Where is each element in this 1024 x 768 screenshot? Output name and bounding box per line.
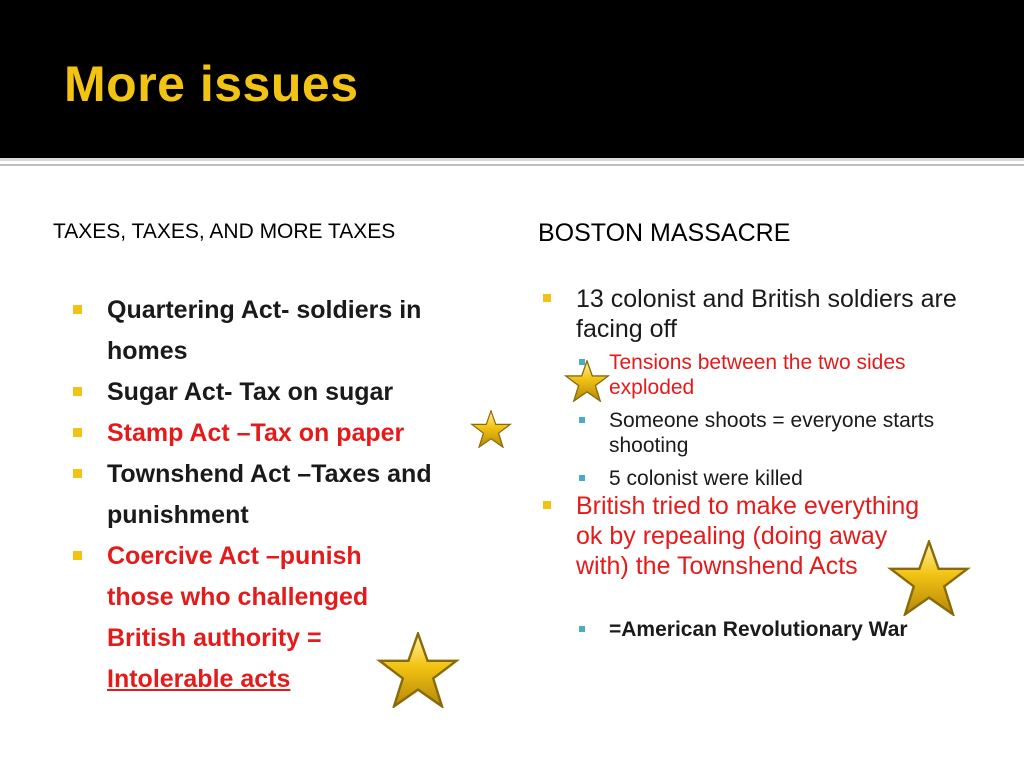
sub-list-item — [576, 350, 970, 400]
star-icon — [376, 632, 460, 708]
bullet-square-icon — [579, 417, 585, 423]
list-item-text: Sugar Act- Tax on sugar — [107, 378, 394, 406]
slide-title: More issues — [64, 56, 359, 112]
list-item — [540, 284, 970, 344]
bullet-square-icon — [543, 501, 551, 509]
list-item-text: Townshend Act –Taxes and punishment — [107, 460, 432, 529]
divider-rule-thin — [0, 164, 1024, 166]
right-column-heading: BOSTON MASSACRE — [538, 219, 791, 247]
list-item-text: Coercive Act –punish those who challenged British authority = — [107, 542, 369, 652]
list-item — [70, 413, 470, 454]
star-icon — [564, 360, 610, 402]
star-icon — [886, 540, 972, 616]
bullet-square-icon — [73, 428, 82, 437]
list-item — [70, 372, 470, 413]
star-icon — [470, 410, 512, 448]
divider-rule — [0, 158, 1024, 161]
left-column-heading: TAXES, TAXES, AND MORE TAXES — [53, 220, 396, 243]
list-item — [70, 536, 407, 700]
list-item-text: Stamp Act –Tax on paper — [107, 419, 405, 447]
list-item — [70, 454, 470, 536]
list-item-text: Quartering Act- soldiers in homes — [107, 296, 422, 365]
bullet-square-icon — [73, 387, 82, 396]
bullet-square-icon — [543, 294, 551, 302]
sub-list-item — [576, 408, 970, 458]
intolerable-acts-text: Intolerable acts — [107, 665, 291, 693]
list-item-text: British tried to make everything ok by repealing (doing away with) the Townshend Acts — [576, 492, 920, 580]
sub-list-item — [576, 466, 970, 491]
list-item-text: 13 colonist and British soldiers are facing off — [576, 285, 957, 343]
bullet-square-icon — [73, 551, 82, 560]
bullet-square-icon — [73, 305, 82, 314]
bullet-square-icon — [579, 626, 585, 632]
list-item-text: Tensions between the two sides exploded — [609, 351, 906, 399]
list-item — [70, 290, 470, 372]
list-item-text: 5 colonist were killed — [609, 467, 803, 490]
list-item-text: =American Revolutionary War — [609, 618, 908, 641]
bullet-square-icon — [579, 475, 585, 481]
list-item-text: Someone shoots = everyone starts shooting — [609, 409, 935, 457]
sub-list-item — [576, 617, 970, 642]
bullet-square-icon — [73, 469, 82, 478]
